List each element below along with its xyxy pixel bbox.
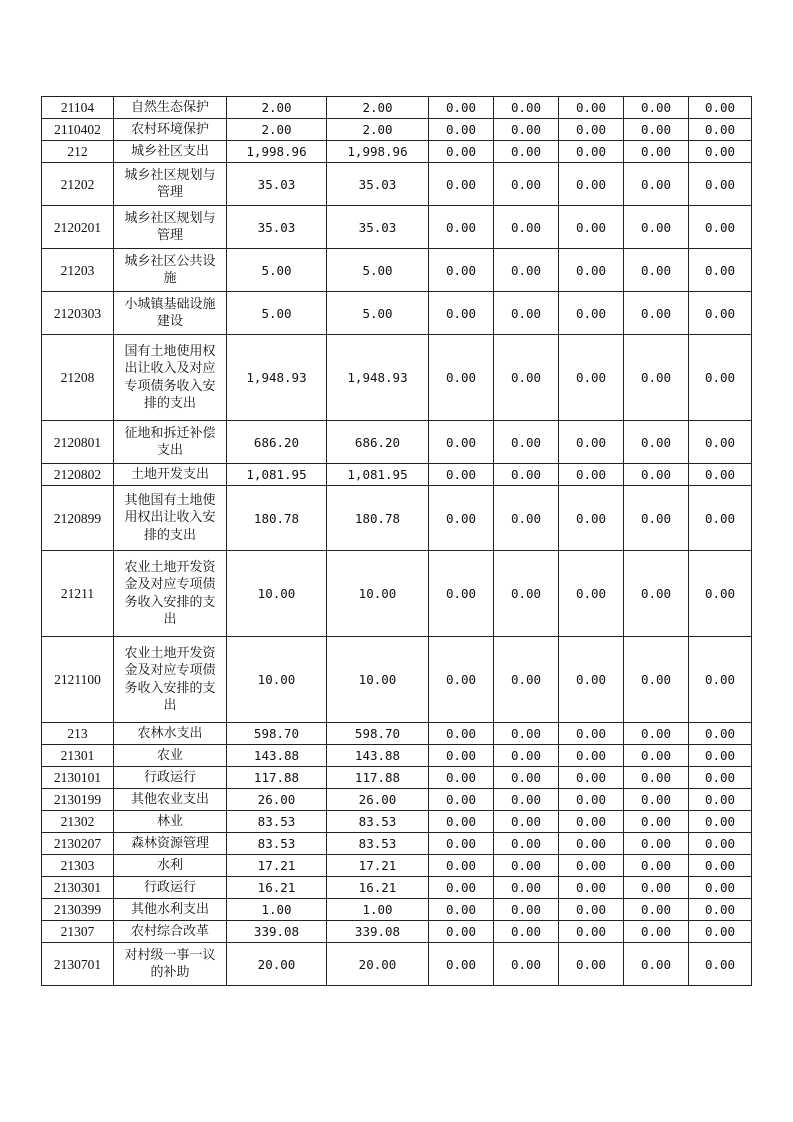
- amount-cell: 0.00: [494, 833, 559, 855]
- amount-cell: 0.00: [494, 551, 559, 637]
- table-row: [42, 292, 752, 335]
- amount-cell: 20.00: [227, 943, 327, 986]
- amount-cell: 16.21: [327, 877, 429, 899]
- amount-cell: 686.20: [327, 421, 429, 464]
- amount-cell: 0.00: [494, 855, 559, 877]
- amount-cell: 0.00: [689, 249, 752, 292]
- amount-cell: 0.00: [494, 899, 559, 921]
- amount-cell: 0.00: [624, 943, 689, 986]
- table-row: [42, 921, 752, 943]
- amount-cell: 1.00: [327, 899, 429, 921]
- subject-code-cell: 2130301: [42, 877, 114, 899]
- amount-cell: 5.00: [227, 249, 327, 292]
- amount-cell: 598.70: [327, 723, 429, 745]
- amount-cell: 0.00: [429, 249, 494, 292]
- amount-cell: 83.53: [327, 811, 429, 833]
- amount-cell: 0.00: [689, 206, 752, 249]
- amount-cell: 0.00: [689, 551, 752, 637]
- amount-cell: 0.00: [689, 119, 752, 141]
- amount-cell: 0.00: [494, 206, 559, 249]
- amount-cell: 0.00: [624, 745, 689, 767]
- subject-name-cell: 水利: [114, 855, 227, 877]
- subject-code-cell: 21202: [42, 163, 114, 206]
- subject-code-cell: 2130701: [42, 943, 114, 986]
- subject-code-cell: 21203: [42, 249, 114, 292]
- amount-cell: 0.00: [494, 97, 559, 119]
- amount-cell: 0.00: [624, 141, 689, 163]
- table-row: [42, 249, 752, 292]
- amount-cell: 0.00: [429, 97, 494, 119]
- amount-cell: 0.00: [624, 486, 689, 551]
- amount-cell: 0.00: [689, 723, 752, 745]
- amount-cell: 0.00: [689, 877, 752, 899]
- amount-cell: 0.00: [624, 855, 689, 877]
- amount-cell: 0.00: [559, 745, 624, 767]
- subject-code-cell: 2120899: [42, 486, 114, 551]
- amount-cell: 5.00: [227, 292, 327, 335]
- amount-cell: 0.00: [559, 899, 624, 921]
- subject-code-cell: 2121100: [42, 637, 114, 723]
- subject-name-cell: 其他水利支出: [114, 899, 227, 921]
- subject-name-cell: 小城镇基础设施建设: [114, 292, 227, 335]
- expenditure-table: [41, 96, 752, 986]
- amount-cell: 0.00: [429, 637, 494, 723]
- amount-cell: 0.00: [624, 811, 689, 833]
- table-row: [42, 119, 752, 141]
- amount-cell: 0.00: [689, 855, 752, 877]
- table-row: [42, 877, 752, 899]
- amount-cell: 0.00: [559, 249, 624, 292]
- amount-cell: 143.88: [227, 745, 327, 767]
- amount-cell: 83.53: [327, 833, 429, 855]
- amount-cell: 0.00: [624, 877, 689, 899]
- amount-cell: 0.00: [559, 141, 624, 163]
- amount-cell: 35.03: [327, 163, 429, 206]
- amount-cell: 26.00: [327, 789, 429, 811]
- amount-cell: 0.00: [559, 292, 624, 335]
- amount-cell: 10.00: [327, 637, 429, 723]
- amount-cell: 0.00: [494, 486, 559, 551]
- table-row: [42, 335, 752, 421]
- table-row: [42, 141, 752, 163]
- table-row: [42, 767, 752, 789]
- table-body: [42, 97, 752, 986]
- amount-cell: 0.00: [689, 163, 752, 206]
- subject-code-cell: 212: [42, 141, 114, 163]
- table-row: [42, 789, 752, 811]
- amount-cell: 17.21: [327, 855, 429, 877]
- amount-cell: 0.00: [559, 855, 624, 877]
- amount-cell: 0.00: [559, 637, 624, 723]
- amount-cell: 0.00: [429, 833, 494, 855]
- amount-cell: 0.00: [559, 421, 624, 464]
- subject-code-cell: 21307: [42, 921, 114, 943]
- table-row: [42, 833, 752, 855]
- amount-cell: 0.00: [494, 464, 559, 486]
- amount-cell: 0.00: [429, 486, 494, 551]
- table-row: [42, 163, 752, 206]
- amount-cell: 26.00: [227, 789, 327, 811]
- amount-cell: 0.00: [429, 163, 494, 206]
- amount-cell: 0.00: [689, 811, 752, 833]
- subject-name-cell: 行政运行: [114, 877, 227, 899]
- amount-cell: 0.00: [559, 464, 624, 486]
- subject-name-cell: 城乡社区公共设施: [114, 249, 227, 292]
- subject-name-cell: 农村环境保护: [114, 119, 227, 141]
- subject-name-cell: 森林资源管理: [114, 833, 227, 855]
- amount-cell: 0.00: [689, 767, 752, 789]
- amount-cell: 0.00: [429, 292, 494, 335]
- amount-cell: 0.00: [429, 141, 494, 163]
- amount-cell: 0.00: [689, 899, 752, 921]
- amount-cell: 0.00: [689, 292, 752, 335]
- amount-cell: 1,948.93: [327, 335, 429, 421]
- amount-cell: 0.00: [494, 249, 559, 292]
- amount-cell: 1,081.95: [227, 464, 327, 486]
- subject-code-cell: 213: [42, 723, 114, 745]
- amount-cell: 0.00: [559, 486, 624, 551]
- subject-name-cell: 其他国有土地使用权出让收入安排的支出: [114, 486, 227, 551]
- amount-cell: 83.53: [227, 811, 327, 833]
- amount-cell: 0.00: [429, 551, 494, 637]
- amount-cell: 143.88: [327, 745, 429, 767]
- amount-cell: 35.03: [327, 206, 429, 249]
- table-row: [42, 421, 752, 464]
- amount-cell: 0.00: [494, 943, 559, 986]
- amount-cell: 0.00: [559, 551, 624, 637]
- amount-cell: 0.00: [429, 745, 494, 767]
- subject-code-cell: 21301: [42, 745, 114, 767]
- table-row: [42, 637, 752, 723]
- amount-cell: 10.00: [227, 551, 327, 637]
- amount-cell: 0.00: [494, 163, 559, 206]
- table-row: [42, 745, 752, 767]
- table-row: [42, 97, 752, 119]
- amount-cell: 0.00: [429, 119, 494, 141]
- amount-cell: 0.00: [624, 119, 689, 141]
- subject-code-cell: 21303: [42, 855, 114, 877]
- amount-cell: 0.00: [429, 877, 494, 899]
- table-row: [42, 551, 752, 637]
- amount-cell: 0.00: [494, 877, 559, 899]
- amount-cell: 1.00: [227, 899, 327, 921]
- amount-cell: 0.00: [429, 811, 494, 833]
- subject-code-cell: 2120801: [42, 421, 114, 464]
- subject-name-cell: 其他农业支出: [114, 789, 227, 811]
- amount-cell: 0.00: [559, 877, 624, 899]
- amount-cell: 35.03: [227, 206, 327, 249]
- amount-cell: 0.00: [559, 921, 624, 943]
- amount-cell: 339.08: [327, 921, 429, 943]
- amount-cell: 0.00: [429, 943, 494, 986]
- amount-cell: 0.00: [429, 789, 494, 811]
- amount-cell: 0.00: [624, 292, 689, 335]
- subject-code-cell: 2130399: [42, 899, 114, 921]
- amount-cell: 0.00: [624, 464, 689, 486]
- amount-cell: 0.00: [429, 723, 494, 745]
- amount-cell: 0.00: [494, 119, 559, 141]
- subject-code-cell: 2130199: [42, 789, 114, 811]
- subject-code-cell: 21302: [42, 811, 114, 833]
- amount-cell: 0.00: [624, 767, 689, 789]
- amount-cell: 0.00: [624, 637, 689, 723]
- subject-name-cell: 农村综合改革: [114, 921, 227, 943]
- amount-cell: 180.78: [327, 486, 429, 551]
- subject-code-cell: 21208: [42, 335, 114, 421]
- subject-name-cell: 农林水支出: [114, 723, 227, 745]
- subject-name-cell: 行政运行: [114, 767, 227, 789]
- amount-cell: 0.00: [624, 163, 689, 206]
- amount-cell: 0.00: [624, 723, 689, 745]
- amount-cell: 0.00: [689, 921, 752, 943]
- amount-cell: 0.00: [624, 97, 689, 119]
- amount-cell: 0.00: [689, 335, 752, 421]
- subject-code-cell: 2120802: [42, 464, 114, 486]
- amount-cell: 0.00: [429, 421, 494, 464]
- amount-cell: 0.00: [559, 119, 624, 141]
- amount-cell: 0.00: [624, 833, 689, 855]
- amount-cell: 0.00: [429, 464, 494, 486]
- amount-cell: 0.00: [689, 745, 752, 767]
- amount-cell: 0.00: [559, 97, 624, 119]
- amount-cell: 117.88: [327, 767, 429, 789]
- subject-code-cell: 2110402: [42, 119, 114, 141]
- amount-cell: 0.00: [559, 206, 624, 249]
- amount-cell: 0.00: [494, 292, 559, 335]
- amount-cell: 5.00: [327, 292, 429, 335]
- amount-cell: 0.00: [559, 811, 624, 833]
- amount-cell: 0.00: [689, 97, 752, 119]
- amount-cell: 0.00: [689, 141, 752, 163]
- amount-cell: 0.00: [559, 943, 624, 986]
- amount-cell: 0.00: [559, 833, 624, 855]
- subject-code-cell: 21104: [42, 97, 114, 119]
- amount-cell: 2.00: [227, 119, 327, 141]
- amount-cell: 0.00: [429, 855, 494, 877]
- subject-name-cell: 自然生态保护: [114, 97, 227, 119]
- subject-name-cell: 农业土地开发资金及对应专项债务收入安排的支出: [114, 637, 227, 723]
- amount-cell: 0.00: [624, 206, 689, 249]
- amount-cell: 0.00: [559, 723, 624, 745]
- amount-cell: 0.00: [494, 637, 559, 723]
- subject-name-cell: 土地开发支出: [114, 464, 227, 486]
- amount-cell: 0.00: [624, 921, 689, 943]
- table-row: [42, 486, 752, 551]
- amount-cell: 10.00: [227, 637, 327, 723]
- subject-name-cell: 林业: [114, 811, 227, 833]
- amount-cell: 0.00: [624, 249, 689, 292]
- table-row: [42, 943, 752, 986]
- amount-cell: 180.78: [227, 486, 327, 551]
- table-row: [42, 206, 752, 249]
- subject-code-cell: 2130207: [42, 833, 114, 855]
- amount-cell: 2.00: [327, 97, 429, 119]
- amount-cell: 0.00: [689, 789, 752, 811]
- amount-cell: 0.00: [494, 811, 559, 833]
- amount-cell: 0.00: [429, 899, 494, 921]
- amount-cell: 0.00: [429, 921, 494, 943]
- amount-cell: 5.00: [327, 249, 429, 292]
- subject-name-cell: 国有土地使用权出让收入及对应专项债务收入安排的支出: [114, 335, 227, 421]
- amount-cell: 0.00: [624, 335, 689, 421]
- table-row: [42, 723, 752, 745]
- subject-code-cell: 2120303: [42, 292, 114, 335]
- amount-cell: 0.00: [494, 921, 559, 943]
- subject-name-cell: 征地和拆迁补偿支出: [114, 421, 227, 464]
- amount-cell: 598.70: [227, 723, 327, 745]
- table-row: [42, 899, 752, 921]
- amount-cell: 0.00: [559, 789, 624, 811]
- amount-cell: 20.00: [327, 943, 429, 986]
- amount-cell: 16.21: [227, 877, 327, 899]
- amount-cell: 35.03: [227, 163, 327, 206]
- amount-cell: 0.00: [494, 421, 559, 464]
- amount-cell: 2.00: [327, 119, 429, 141]
- subject-name-cell: 城乡社区支出: [114, 141, 227, 163]
- subject-name-cell: 农业土地开发资金及对应专项债务收入安排的支出: [114, 551, 227, 637]
- amount-cell: 17.21: [227, 855, 327, 877]
- amount-cell: 0.00: [689, 421, 752, 464]
- table-row: [42, 855, 752, 877]
- amount-cell: 83.53: [227, 833, 327, 855]
- amount-cell: 0.00: [559, 335, 624, 421]
- amount-cell: 117.88: [227, 767, 327, 789]
- table-row: [42, 811, 752, 833]
- amount-cell: 0.00: [624, 551, 689, 637]
- amount-cell: 0.00: [689, 833, 752, 855]
- amount-cell: 0.00: [689, 464, 752, 486]
- amount-cell: 0.00: [624, 789, 689, 811]
- amount-cell: 0.00: [494, 723, 559, 745]
- amount-cell: 686.20: [227, 421, 327, 464]
- amount-cell: 1,081.95: [327, 464, 429, 486]
- amount-cell: 0.00: [494, 767, 559, 789]
- amount-cell: 0.00: [624, 899, 689, 921]
- amount-cell: 2.00: [227, 97, 327, 119]
- subject-name-cell: 对村级一事一议的补助: [114, 943, 227, 986]
- amount-cell: 0.00: [689, 943, 752, 986]
- subject-code-cell: 21211: [42, 551, 114, 637]
- amount-cell: 0.00: [429, 767, 494, 789]
- amount-cell: 0.00: [689, 637, 752, 723]
- amount-cell: 0.00: [559, 767, 624, 789]
- amount-cell: 10.00: [327, 551, 429, 637]
- subject-code-cell: 2120201: [42, 206, 114, 249]
- amount-cell: 0.00: [429, 206, 494, 249]
- amount-cell: 0.00: [494, 141, 559, 163]
- amount-cell: 0.00: [494, 789, 559, 811]
- amount-cell: 0.00: [624, 421, 689, 464]
- subject-name-cell: 城乡社区规划与管理: [114, 206, 227, 249]
- subject-code-cell: 2130101: [42, 767, 114, 789]
- amount-cell: 339.08: [227, 921, 327, 943]
- amount-cell: 0.00: [559, 163, 624, 206]
- amount-cell: 1,998.96: [227, 141, 327, 163]
- table-row: [42, 464, 752, 486]
- amount-cell: 0.00: [494, 745, 559, 767]
- subject-name-cell: 农业: [114, 745, 227, 767]
- amount-cell: 1,948.93: [227, 335, 327, 421]
- subject-name-cell: 城乡社区规划与管理: [114, 163, 227, 206]
- amount-cell: 0.00: [494, 335, 559, 421]
- amount-cell: 1,998.96: [327, 141, 429, 163]
- amount-cell: 0.00: [689, 486, 752, 551]
- amount-cell: 0.00: [429, 335, 494, 421]
